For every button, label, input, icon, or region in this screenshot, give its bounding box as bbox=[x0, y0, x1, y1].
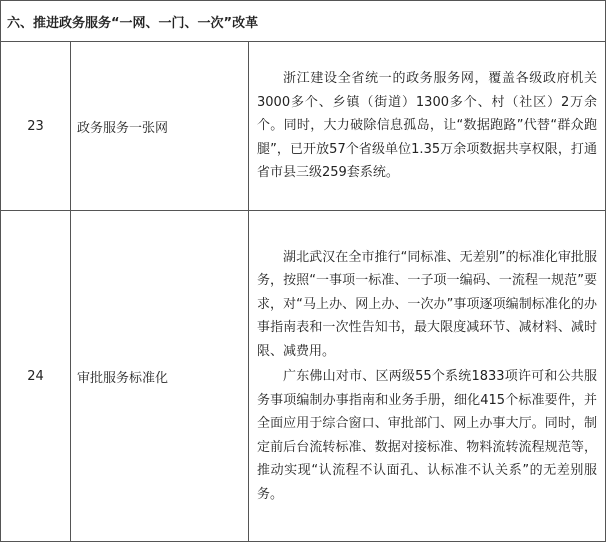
description-paragraph: 湖北武汉在全市推行“同标准、无差别”的标准化审批服务，按照“一事项一标准、一子项一编码、一流程一规范”要求，对“马上办、网上办、一次办”事项逐项编制标准化的办事指南表和一次性告知书，最大限度减环节、减材料、减时限、减费用。 bbox=[257, 249, 597, 359]
row-description bbox=[249, 42, 606, 211]
description-paragraph: 广东佛山对市、区两级55个系统1833项许可和公共服务事项编制办事指南和业务手册，细化415个标准要件，并全面应用于综合窗口、审批部门、网上办事大厅。同时，制定前后台流转标准、数据对接标准、物料流转流程规范等，推动实现“认流程不认面孔、认标准不认关系”的无差别服务。 bbox=[257, 369, 597, 502]
description-paragraph: 浙江建设全省统一的政务服务网，覆盖各级政府机关3000多个、乡镇（街道）1300多个、村（社区）2万余个。同时，大力破除信息孤岛，让“数据跑路”代替“群众跑腿”，已开放57个省级单位1.35万余项数据共享权限，打通省市县三级259套系统。 bbox=[257, 71, 597, 181]
row-name: 政务服务一张网 bbox=[71, 42, 249, 211]
table-row bbox=[1, 211, 606, 542]
section-title: 六、推进政务服务“一网、一门、一次”改革 bbox=[1, 1, 606, 42]
section-header-row bbox=[1, 1, 606, 42]
row-number: 24 bbox=[1, 211, 71, 542]
row-description bbox=[249, 211, 606, 542]
row-number: 23 bbox=[1, 42, 71, 211]
table-row bbox=[1, 42, 606, 211]
row-name: 审批服务标准化 bbox=[71, 211, 249, 542]
